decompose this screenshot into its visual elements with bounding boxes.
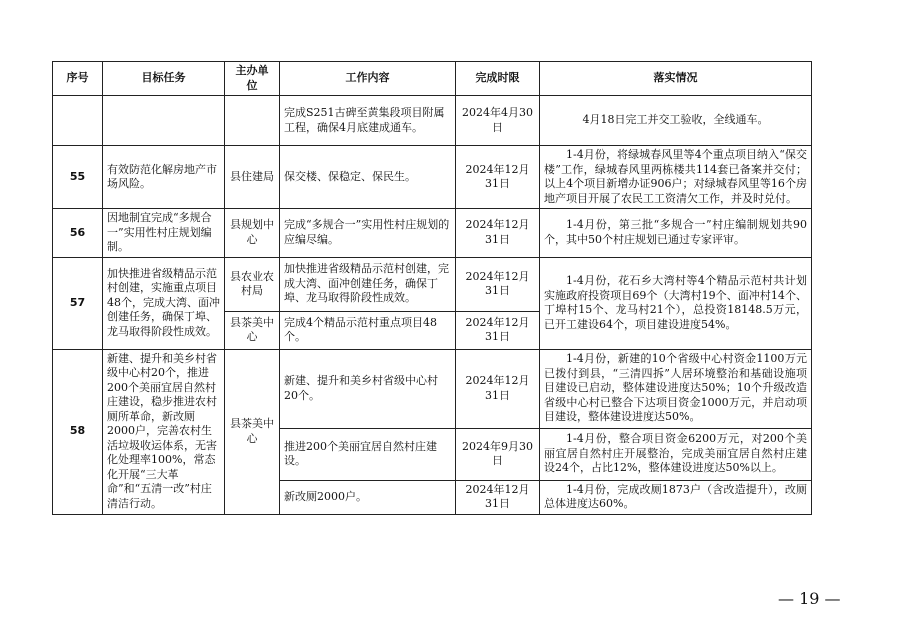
- cell-content: 保交楼、保稳定、保民生。: [280, 146, 456, 209]
- page-number: — 19 —: [778, 589, 841, 608]
- cell-deadline: 2024年9月30日: [456, 428, 540, 480]
- cell-status: 1-4月份，花石乡大湾村等4个精品示范村共计划实施政府投资项目69个（大湾村19个、面冲村14个、丁埠村15个、龙马村21个），总投资18148.5万元，已开工建设64个，项目建设进度54%。: [540, 257, 812, 349]
- cell-seq: [53, 96, 103, 146]
- cell-content: 新建、提升和美乡村省级中心村20个。: [280, 349, 456, 428]
- cell-content: 完成“多规合一”实用性村庄规划的应编尽编。: [280, 209, 456, 258]
- cell-status: 1-4月份，将绿城春风里等4个重点项目纳入“保交楼”工作，绿城春风里两栋楼共114套已备案并交付；以上4个项目新增办证906户；对绿城春风里等16个房地产项目开展了农民工工资清欠工作，并及时兑付。: [540, 146, 812, 209]
- header-org: 主办单位: [225, 62, 280, 96]
- cell-content: 完成S251古碑至黄集段项目附属工程，确保4月底建成通车。: [280, 96, 456, 146]
- header-row: [53, 62, 812, 96]
- cell-deadline: 2024年12月31日: [456, 480, 540, 514]
- cell-deadline: 2024年12月31日: [456, 209, 540, 258]
- cell-deadline: 2024年4月30日: [456, 96, 540, 146]
- cell-seq: 55: [53, 146, 103, 209]
- cell-org: 县农业农村局: [225, 257, 280, 311]
- table-row: [53, 146, 812, 209]
- cell-target: 因地制宜完成“多规合一”实用性村庄规划编制。: [103, 209, 225, 258]
- header-content: 工作内容: [280, 62, 456, 96]
- table-row: [53, 257, 812, 311]
- cell-org: 县住建局: [225, 146, 280, 209]
- cell-status: 1-4月份，第三批“多规合一”村庄编制规划共90个，其中50个村庄规划已通过专家评审。: [540, 209, 812, 258]
- header-seq: 序号: [53, 62, 103, 96]
- cell-status: 1-4月份，整合项目资金6200万元，对200个美丽宜居自然村庄开展整治，完成美丽宜居自然村庄建设24个，占比12%，整体建设进度达50%以上。: [540, 428, 812, 480]
- cell-org: 县茶美中心: [225, 311, 280, 349]
- cell-content: 完成4个精品示范村重点项目48个。: [280, 311, 456, 349]
- cell-target: [103, 96, 225, 146]
- cell-status: 4月18日完工并交工验收，全线通车。: [540, 96, 812, 146]
- cell-org: [225, 96, 280, 146]
- cell-target: 有效防范化解房地产市场风险。: [103, 146, 225, 209]
- task-table: [52, 61, 812, 515]
- cell-content: 加快推进省级精品示范村创建，完成大湾、面冲创建任务，确保丁埠、龙马取得阶段性成效。: [280, 257, 456, 311]
- header-deadline: 完成时限: [456, 62, 540, 96]
- header-target: 目标任务: [103, 62, 225, 96]
- cell-org: 县茶美中心: [225, 349, 280, 514]
- table-row: [53, 209, 812, 258]
- table-row: [53, 96, 812, 146]
- cell-deadline: 2024年12月31日: [456, 146, 540, 209]
- cell-org: 县规划中心: [225, 209, 280, 258]
- cell-status: 1-4月份，新建的10个省级中心村资金1100万元已拨付到县，“三清四拆”人居环境整治和基础设施项目建设已启动，整体建设进度达50%；10个升级改造省级中心村已整合下达项目资金1000万元，并启动项目建设，整体建设进度达50%。: [540, 349, 812, 428]
- cell-seq: 56: [53, 209, 103, 258]
- cell-target: 新建、提升和美乡村省级中心村20个，推进200个美丽宜居自然村庄建设，稳步推进农村厕所革命，新改厕2000户，完善农村生活垃圾收运体系，无害化处理率100%，常态化开展“三大革命”和“五清一改”村庄清洁行动。: [103, 349, 225, 514]
- cell-content: 推进200个美丽宜居自然村庄建设。: [280, 428, 456, 480]
- cell-deadline: 2024年12月31日: [456, 311, 540, 349]
- cell-target: 加快推进省级精品示范村创建，实施重点项目48个，完成大湾、面冲创建任务，确保丁埠、龙马取得阶段性成效。: [103, 257, 225, 349]
- cell-deadline: 2024年12月31日: [456, 257, 540, 311]
- cell-seq: 58: [53, 349, 103, 514]
- cell-seq: 57: [53, 257, 103, 349]
- cell-deadline: 2024年12月31日: [456, 349, 540, 428]
- cell-content: 新改厕2000户。: [280, 480, 456, 514]
- header-status: 落实情况: [540, 62, 812, 96]
- cell-status: 1-4月份，完成改厕1873户（含改造提升），改厕总体进度达60%。: [540, 480, 812, 514]
- table-row: [53, 349, 812, 428]
